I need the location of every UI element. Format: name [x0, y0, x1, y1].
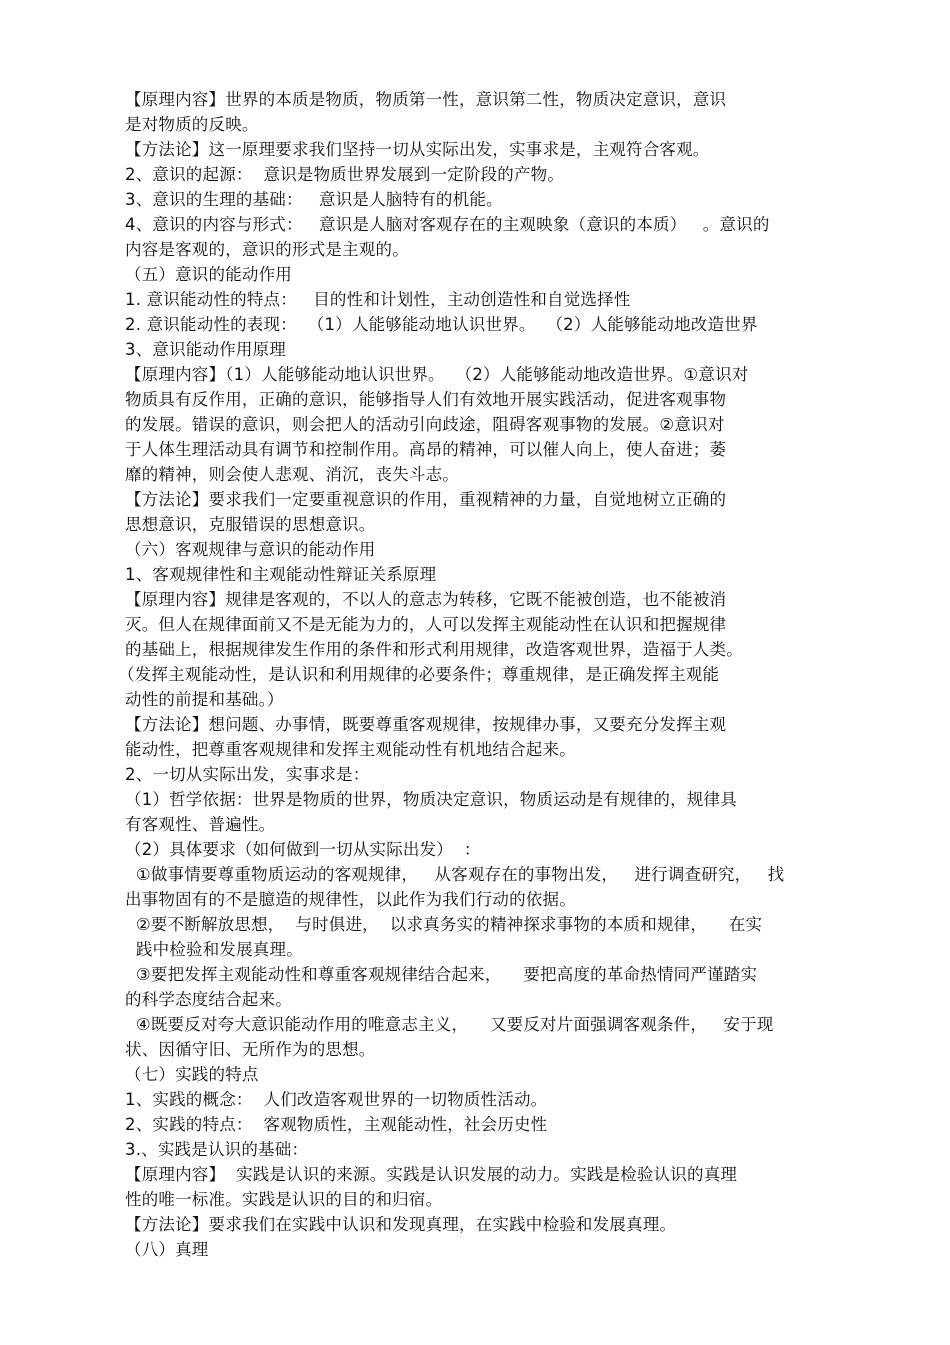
text-line: （2）具体要求（如何做到一切从实际出发） ：: [125, 840, 481, 859]
text-line: 【方法论】要求我们一定要重视意识的作用，重视精神的力量，自觉地树立正确的: [125, 490, 727, 509]
text-line: 的发展。错误的意识，则会把人的活动引向歧途，阻碍客观事物的发展。②意识对: [125, 415, 725, 434]
text-line: 状、因循守旧、无所作为的思想。: [125, 1040, 376, 1059]
section-heading: （六）客观规律与意识的能动作用: [125, 540, 376, 559]
text-line: 性的唯一标准。实践是认识的目的和归宿。: [125, 1190, 443, 1209]
text-line: 灭。但人在规律面前又不是无能为力的，人可以发挥主观能动性在认识和把握规律: [125, 615, 727, 634]
text-line: 【原理内容】（1）人能够能动地认识世界。 （2）人能够能动地改造世界。①意识对: [125, 365, 749, 384]
section-heading: （七）实践的特点: [125, 1065, 259, 1084]
text-line: ①做事情要尊重物质运动的客观规律， 从客观存在的事物出发， 进行调查研究， 找: [125, 865, 785, 884]
text-line: ③要把发挥主观能动性和尊重客观规律结合起来， 要把高度的革命热情同严谨踏实: [125, 965, 758, 984]
text-line: （发挥主观能动性，是认识和利用规律的必要条件；尊重规律，是正确发挥主观能: [118, 665, 720, 684]
text-line: 3.、实践是认识的基础：: [125, 1140, 309, 1159]
text-line: 能动性，把尊重客观规律和发挥主观能动性有机地结合起来。: [125, 740, 576, 759]
text-line: 【方法论】想问题、办事情，既要尊重客观规律，按规律办事，又要充分发挥主观: [125, 715, 727, 734]
text-line: ④既要反对夸大意识能动作用的唯意志主义， 又要反对片面强调客观条件， 安于现: [125, 1015, 774, 1034]
text-line: 内容是客观的，意识的形式是主观的。: [125, 240, 409, 259]
text-line: 【原理内容】世界的本质是物质，物质第一性，意识第二性，物质决定意识，意识: [125, 90, 727, 109]
text-line: 践中检验和发展真理。: [125, 940, 303, 959]
text-line: 是对物质的反映。: [125, 115, 259, 134]
text-line: 2、一切从实际出发，实事求是：: [125, 765, 370, 784]
section-heading: （五）意识的能动作用: [125, 265, 292, 284]
text-line: 【原理内容】 实践是认识的来源。实践是认识发展的动力。实践是检验认识的真理: [125, 1165, 738, 1184]
section-heading: （八）真理: [125, 1240, 209, 1259]
text-line: 出事物固有的不是臆造的规律性，以此作为我们行动的依据。: [125, 890, 576, 909]
text-line: 4、意识的内容与形式： 意识是人脑对客观存在的主观映象（意识的本质） 。意识的: [125, 215, 770, 234]
text-line: 3、意识的生理的基础： 意识是人脑特有的机能。: [125, 190, 503, 209]
text-line: 物质具有反作用，正确的意识，能够指导人们有效地开展实践活动，促进客观事物: [125, 390, 727, 409]
text-line: 1、实践的概念： 人们改造客观世界的一切物质性活动。: [125, 1090, 548, 1109]
text-line: 于人体生理活动具有调节和控制作用。高昂的精神，可以催人向上，使人奋进；萎: [125, 440, 727, 459]
text-line: 2、意识的起源： 意识是物质世界发展到一定阶段的产物。: [125, 165, 565, 184]
text-line: （1）哲学依据：世界是物质的世界，物质决定意识，物质运动是有规律的，规律具: [125, 790, 737, 809]
text-line: 【方法论】这一原理要求我们坚持一切从实际出发，实事求是，主观符合客观。: [125, 140, 710, 159]
text-line: 1. 意识能动性的特点： 目的性和计划性，主动创造性和自觉选择性: [125, 290, 631, 309]
text-line: 2、实践的特点： 客观物质性，主观能动性，社会历史性: [125, 1115, 548, 1134]
text-line: 【原理内容】规律是客观的，不以人的意志为转移，它既不能被创造，也不能被消: [125, 590, 727, 609]
text-line: 2. 意识能动性的表现： （1）人能够能动地认识世界。 （2）人能够能动地改造世界: [125, 315, 758, 334]
text-line: 有客观性、普遍性。: [125, 815, 276, 834]
text-line: 的科学态度结合起来。: [125, 990, 292, 1009]
text-line: 3、意识能动作用原理: [125, 340, 286, 359]
text-line: 思想意识，克服错误的思想意识。: [125, 515, 376, 534]
text-line: 动性的前提和基础。）: [125, 690, 284, 709]
text-line: 1、客观规律性和主观能动性辩证关系原理: [125, 565, 437, 584]
text-line: 的基础上，根据规律发生作用的条件和形式利用规律，改造客观世界，造福于人类。: [125, 640, 743, 659]
text-line: 【方法论】要求我们在实践中认识和发现真理，在实践中检验和发展真理。: [125, 1215, 677, 1234]
text-line: 靡的精神，则会使人悲观、消沉，丧失斗志。: [125, 465, 459, 484]
text-line: ②要不断解放思想， 与时俱进， 以求真务实的精神探求事物的本质和规律， 在实: [125, 915, 763, 934]
